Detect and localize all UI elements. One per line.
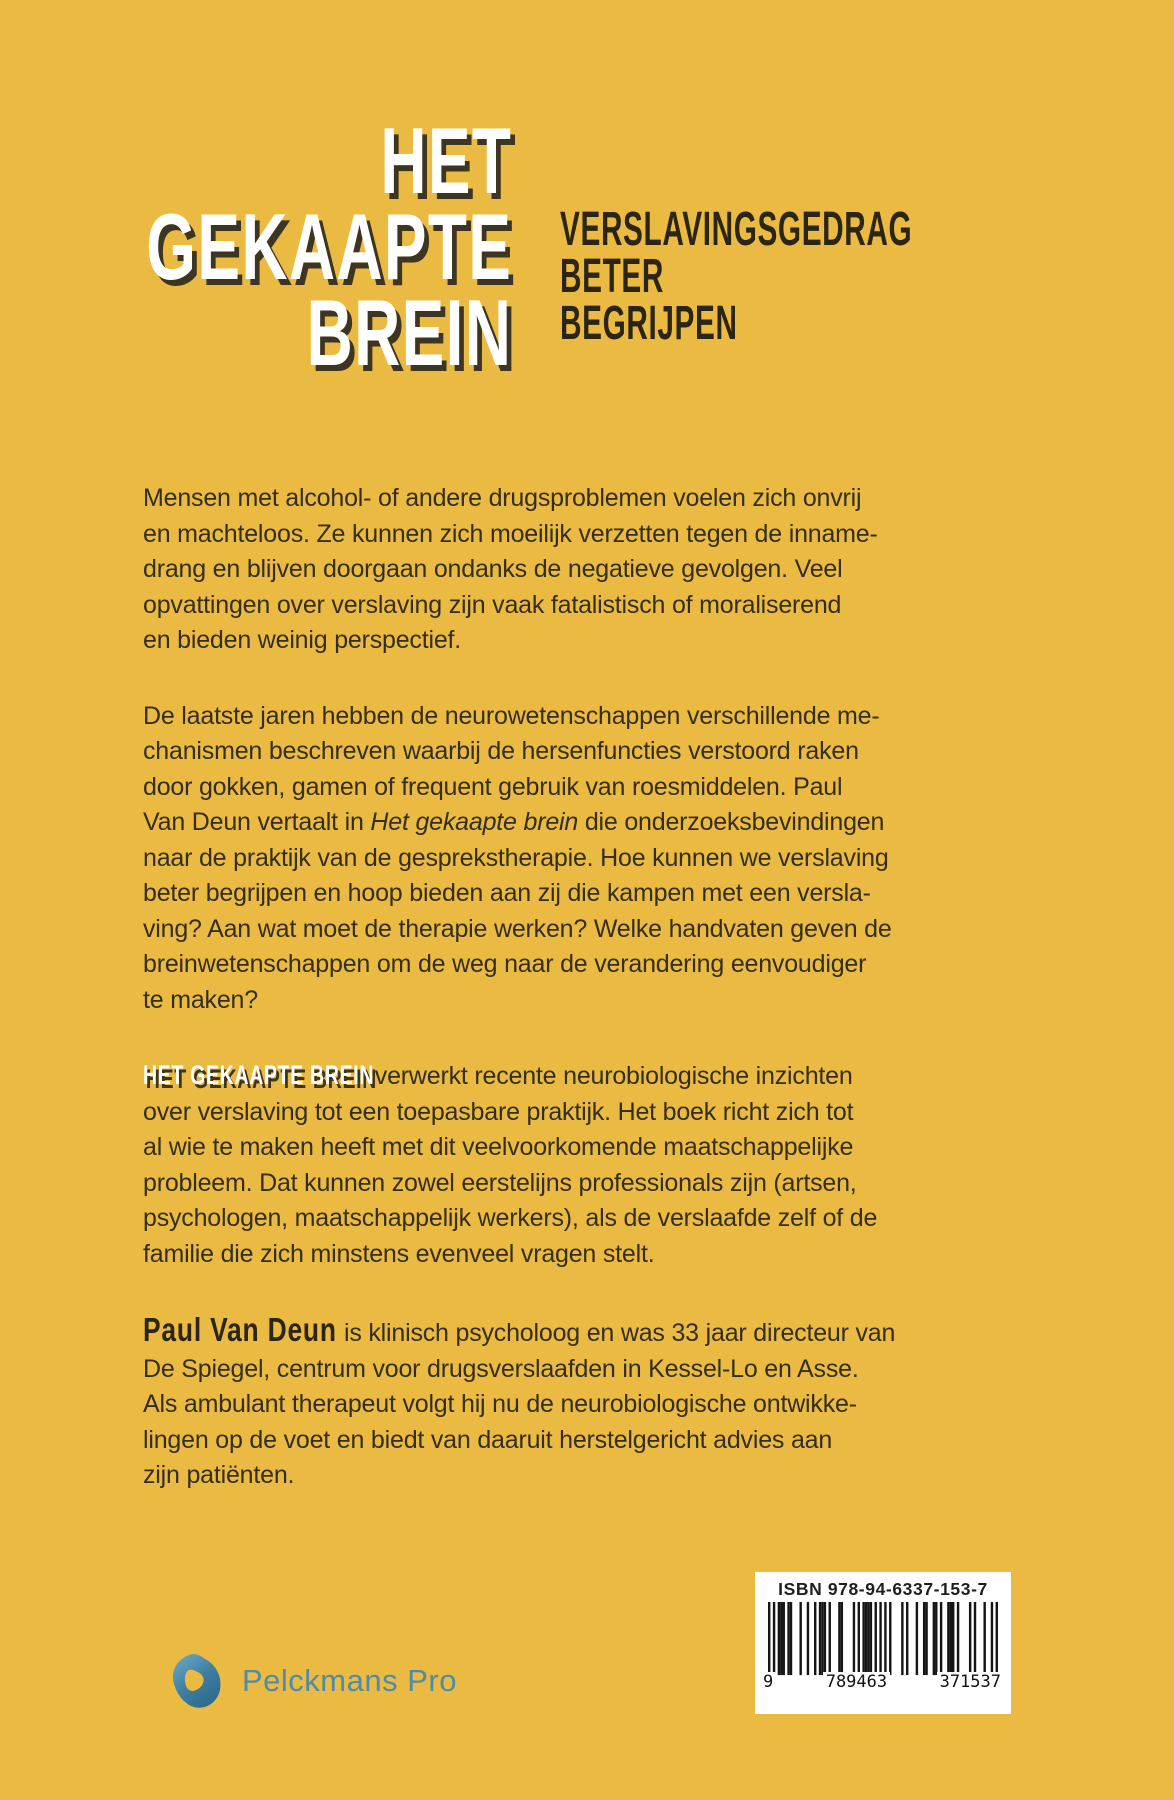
text-line	[143, 1166, 943, 1202]
text-segment: breinwetenschappen om de weg naar de verandering eenvoudiger	[143, 950, 867, 978]
text-segment: Het gekaapte brein	[370, 808, 579, 836]
text-line	[143, 734, 943, 770]
barcode-digit-left: 9	[760, 1672, 776, 1692]
book-subtitle	[560, 203, 1128, 350]
paragraph	[143, 1312, 943, 1494]
text-segment: drang en blijven doorgaan ondanks de negatieve gevolgen. Veel	[143, 555, 843, 583]
text-line	[143, 481, 943, 517]
text-segment: lingen op de voet en biedt van daaruit herstelgericht advies aan	[143, 1425, 833, 1454]
body-paragraphs	[143, 481, 943, 1534]
text-segment: verwerkt recente neurobiologische inzichten	[368, 1062, 853, 1090]
text-segment: psychologen, maatschappelijk werkers), als de verslaafde zelf of de	[143, 1204, 878, 1232]
text-segment: chanismen beschreven waarbij de hersenfuncties verstoord raken	[143, 737, 859, 765]
text-segment: zijn patiënten.	[143, 1461, 295, 1489]
text-line	[143, 1352, 943, 1388]
text-line	[143, 770, 943, 806]
text-line	[143, 912, 943, 948]
text-line	[143, 1312, 943, 1352]
text-line	[143, 699, 943, 735]
text-line	[143, 1058, 943, 1095]
text-segment: al wie te maken heeft met dit veelvoorkomende maatschappelijke	[143, 1133, 854, 1161]
barcode	[763, 1602, 1001, 1692]
text-line	[143, 876, 943, 912]
text-segment: en machteloos. Ze kunnen zich moeilijk verzetten tegen de inname-	[143, 519, 878, 548]
subtitle-line-3: BEGRIJPEN	[560, 297, 738, 350]
text-segment: De Spiegel, centrum voor drugsverslaafden in Kessel-Lo en Asse.	[143, 1354, 859, 1383]
text-segment: die onderzoeksbevindingen	[578, 808, 885, 836]
text-line	[143, 983, 943, 1019]
text-segment: beter begrijpen en hoop bieden aan zij die kampen met een versla-	[143, 879, 871, 907]
title-line-1: HET	[380, 108, 512, 213]
text-line	[143, 623, 943, 659]
barcode-digit-group1: 789463	[823, 1672, 890, 1692]
text-segment: De laatste jaren hebben de neurowetenschappen verschillende me-	[143, 701, 880, 730]
text-line	[143, 552, 943, 588]
text-line	[143, 1423, 943, 1459]
text-line	[143, 805, 943, 841]
text-segment: door gokken, gamen of frequent gebruik van roesmiddelen. Paul	[143, 772, 843, 801]
publisher-name: Pelckmans Pro	[242, 1663, 457, 1698]
paragraph	[143, 699, 943, 1019]
text-segment: ving? Aan wat moet de therapie werken? Welke handvaten geven de	[143, 914, 892, 943]
text-segment: over verslaving tot een toepasbare praktijk. Het boek richt zich tot	[143, 1097, 854, 1126]
subtitle-line-2: BETER	[560, 250, 664, 303]
text-line	[143, 588, 943, 624]
text-line	[143, 1130, 943, 1166]
isbn-label: ISBN 978-94-6337-153-7	[778, 1579, 988, 1599]
text-segment: familie die zich minstens evenveel vragen stelt.	[143, 1239, 655, 1268]
text-segment: naar de praktijk van de gesprekstherapie. Hoe kunnen we verslaving	[143, 843, 889, 872]
barcode-digit-group2: 371537	[937, 1672, 1004, 1692]
paragraph	[143, 481, 943, 659]
text-segment: Als ambulant therapeut volgt hij nu de neurobiologische ontwikke-	[143, 1390, 857, 1418]
book-title-lead: HET GEKAAPTE BREIN	[143, 1060, 375, 1090]
text-line	[143, 1387, 943, 1423]
text-segment: te maken?	[143, 985, 258, 1014]
text-segment: en bieden weinig perspectief.	[143, 626, 462, 654]
book-title	[0, 108, 512, 385]
barcode-digits	[760, 1672, 1004, 1692]
text-line	[143, 1237, 943, 1273]
text-line	[143, 841, 943, 877]
text-line	[143, 1201, 943, 1237]
text-line	[143, 1095, 943, 1131]
text-line	[143, 947, 943, 983]
paragraph	[143, 1058, 943, 1272]
title-line-2: GEKAAPTE	[145, 194, 512, 299]
text-line	[143, 1458, 943, 1494]
text-line	[143, 517, 943, 553]
text-segment: opvattingen over verslaving zijn vaak fatalistisch of moraliserend	[143, 590, 842, 619]
pelckmans-pick-icon	[166, 1648, 226, 1714]
isbn-block	[755, 1572, 1011, 1714]
text-segment: Mensen met alcohol- of andere drugsproblemen voelen zich onvrij	[143, 484, 862, 512]
author-name-lead: Paul Van Deun	[143, 1311, 337, 1348]
text-segment: is klinisch psycholoog en was 33 jaar directeur van	[337, 1319, 896, 1347]
text-segment: probleem. Dat kunnen zowel eerstelijns professionals zijn (artsen,	[143, 1168, 857, 1197]
title-line-3: BREIN	[306, 280, 512, 385]
subtitle-line-1: VERSLAVINGSGEDRAG	[560, 203, 913, 256]
publisher-logo	[166, 1648, 457, 1714]
text-segment: Van Deun vertaalt in	[143, 808, 371, 836]
